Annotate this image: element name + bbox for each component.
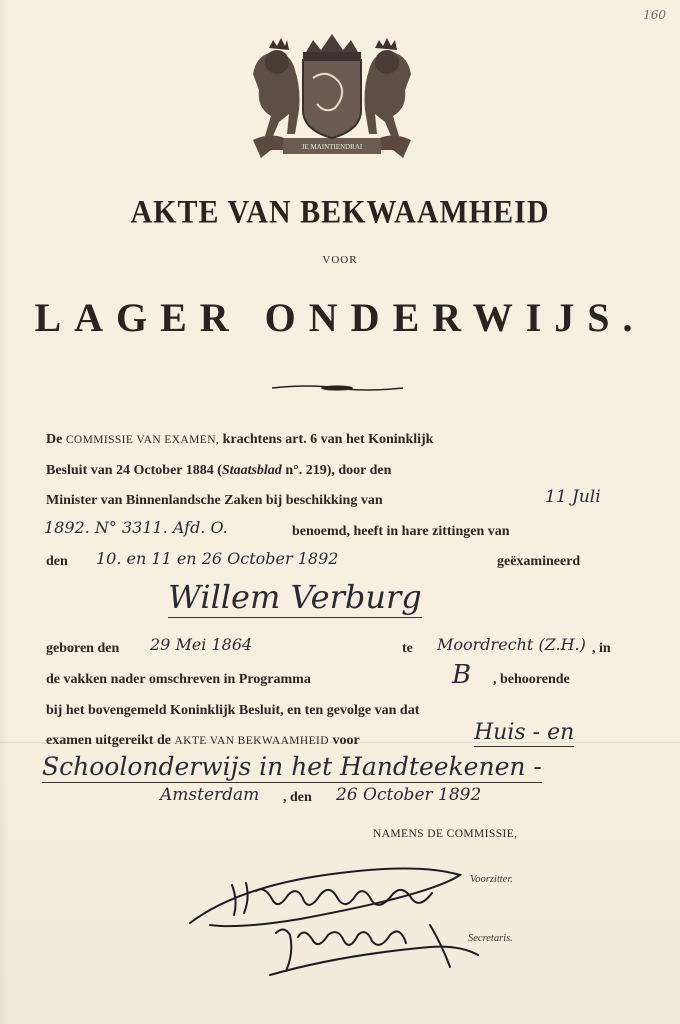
handwritten-decision-number: 1892. N° 3311. Afd. O. (44, 518, 228, 537)
body-line-12 (283, 790, 312, 806)
text-benoemd: benoemd, heeft in hare zittingen van (292, 524, 510, 539)
text-den-date: , den (283, 790, 312, 805)
text-bovengemeld: bij het bovengemeld Koninklijk Besluit, en ten gevolge van dat (46, 703, 420, 718)
text-minister: Minister van Binnenlandsche Zaken bij beschikking van (46, 493, 383, 508)
role-voorzitter: Voorzitter. (470, 874, 513, 885)
text-in: , in (592, 641, 611, 656)
text-den: den (46, 554, 68, 569)
crest-motto: JE MAINTIENDRAI (301, 143, 363, 151)
handwritten-birth-date: 29 Mei 1864 (150, 635, 253, 654)
handwritten-subject-2: Schoolonderwijs in het Handteekenen - (42, 752, 542, 781)
handwritten-decision-date: 11 Juli (545, 487, 601, 507)
handwritten-place: Amsterdam (160, 785, 260, 805)
body-line-8 (46, 672, 311, 688)
document-title: AKTE VAN BEKWAAMHEID (130, 194, 550, 231)
text-geexamineerd: geëxamineerd (497, 554, 581, 569)
candidate-name: Willem Verburg (168, 578, 422, 616)
body-line-7c (592, 641, 611, 657)
handwritten-subject-1: Huis - en (474, 720, 575, 745)
text-de: De (46, 432, 63, 447)
body-line-5 (46, 554, 68, 570)
text-examen: examen uitgereikt de (46, 733, 171, 748)
text-staatsblad: Staatsblad (221, 463, 282, 478)
body-line-8b (493, 672, 570, 688)
text-besluit: Besluit van 24 October 1884 ( (46, 463, 222, 478)
text-vakken: de vakken nader omschreven in Programma (46, 672, 311, 687)
divider-ornament-icon (270, 382, 405, 394)
body-line-7b (402, 641, 413, 657)
body-line-2 (46, 463, 391, 479)
document-subtitle: LAGER ONDERWIJS. (34, 295, 646, 340)
body-line-3 (46, 493, 383, 509)
signatures-image (180, 855, 500, 1000)
voor-label: VOOR (322, 254, 358, 266)
closing-line: NAMENS DE COMMISSIE, (373, 828, 518, 840)
handwritten-birth-place: Moordrecht (Z.H.) (437, 635, 586, 654)
text-behoorende: , behoorende (493, 672, 570, 687)
body-line-4 (292, 524, 510, 540)
handwritten-programma: B (452, 660, 472, 690)
text-voor: voor (332, 733, 360, 748)
handwritten-issue-date: 26 October 1892 (336, 785, 482, 805)
body-line-5b (497, 554, 580, 570)
text-te: te (402, 641, 413, 656)
text-staatsblad-nr: n°. 219), door den (285, 463, 392, 478)
text-geboren: geboren den (46, 641, 120, 656)
coat-of-arms-icon (243, 18, 421, 168)
body-line-7 (46, 641, 119, 657)
role-secretaris: Secretaris. (468, 933, 513, 944)
text-commissie: COMMISSIE VAN EXAMEN, (65, 434, 220, 446)
body-line-9 (46, 703, 419, 719)
text-krachtens: krachtens art. 6 van het Koninklijk (222, 432, 434, 447)
handwritten-exam-dates: 10. en 11 en 26 October 1892 (96, 549, 339, 568)
body-line-10 (46, 733, 360, 749)
text-akte: AKTE VAN BEKWAAMHEID (174, 735, 329, 747)
page-number: 160 (643, 8, 666, 22)
body-line-1 (46, 432, 433, 448)
